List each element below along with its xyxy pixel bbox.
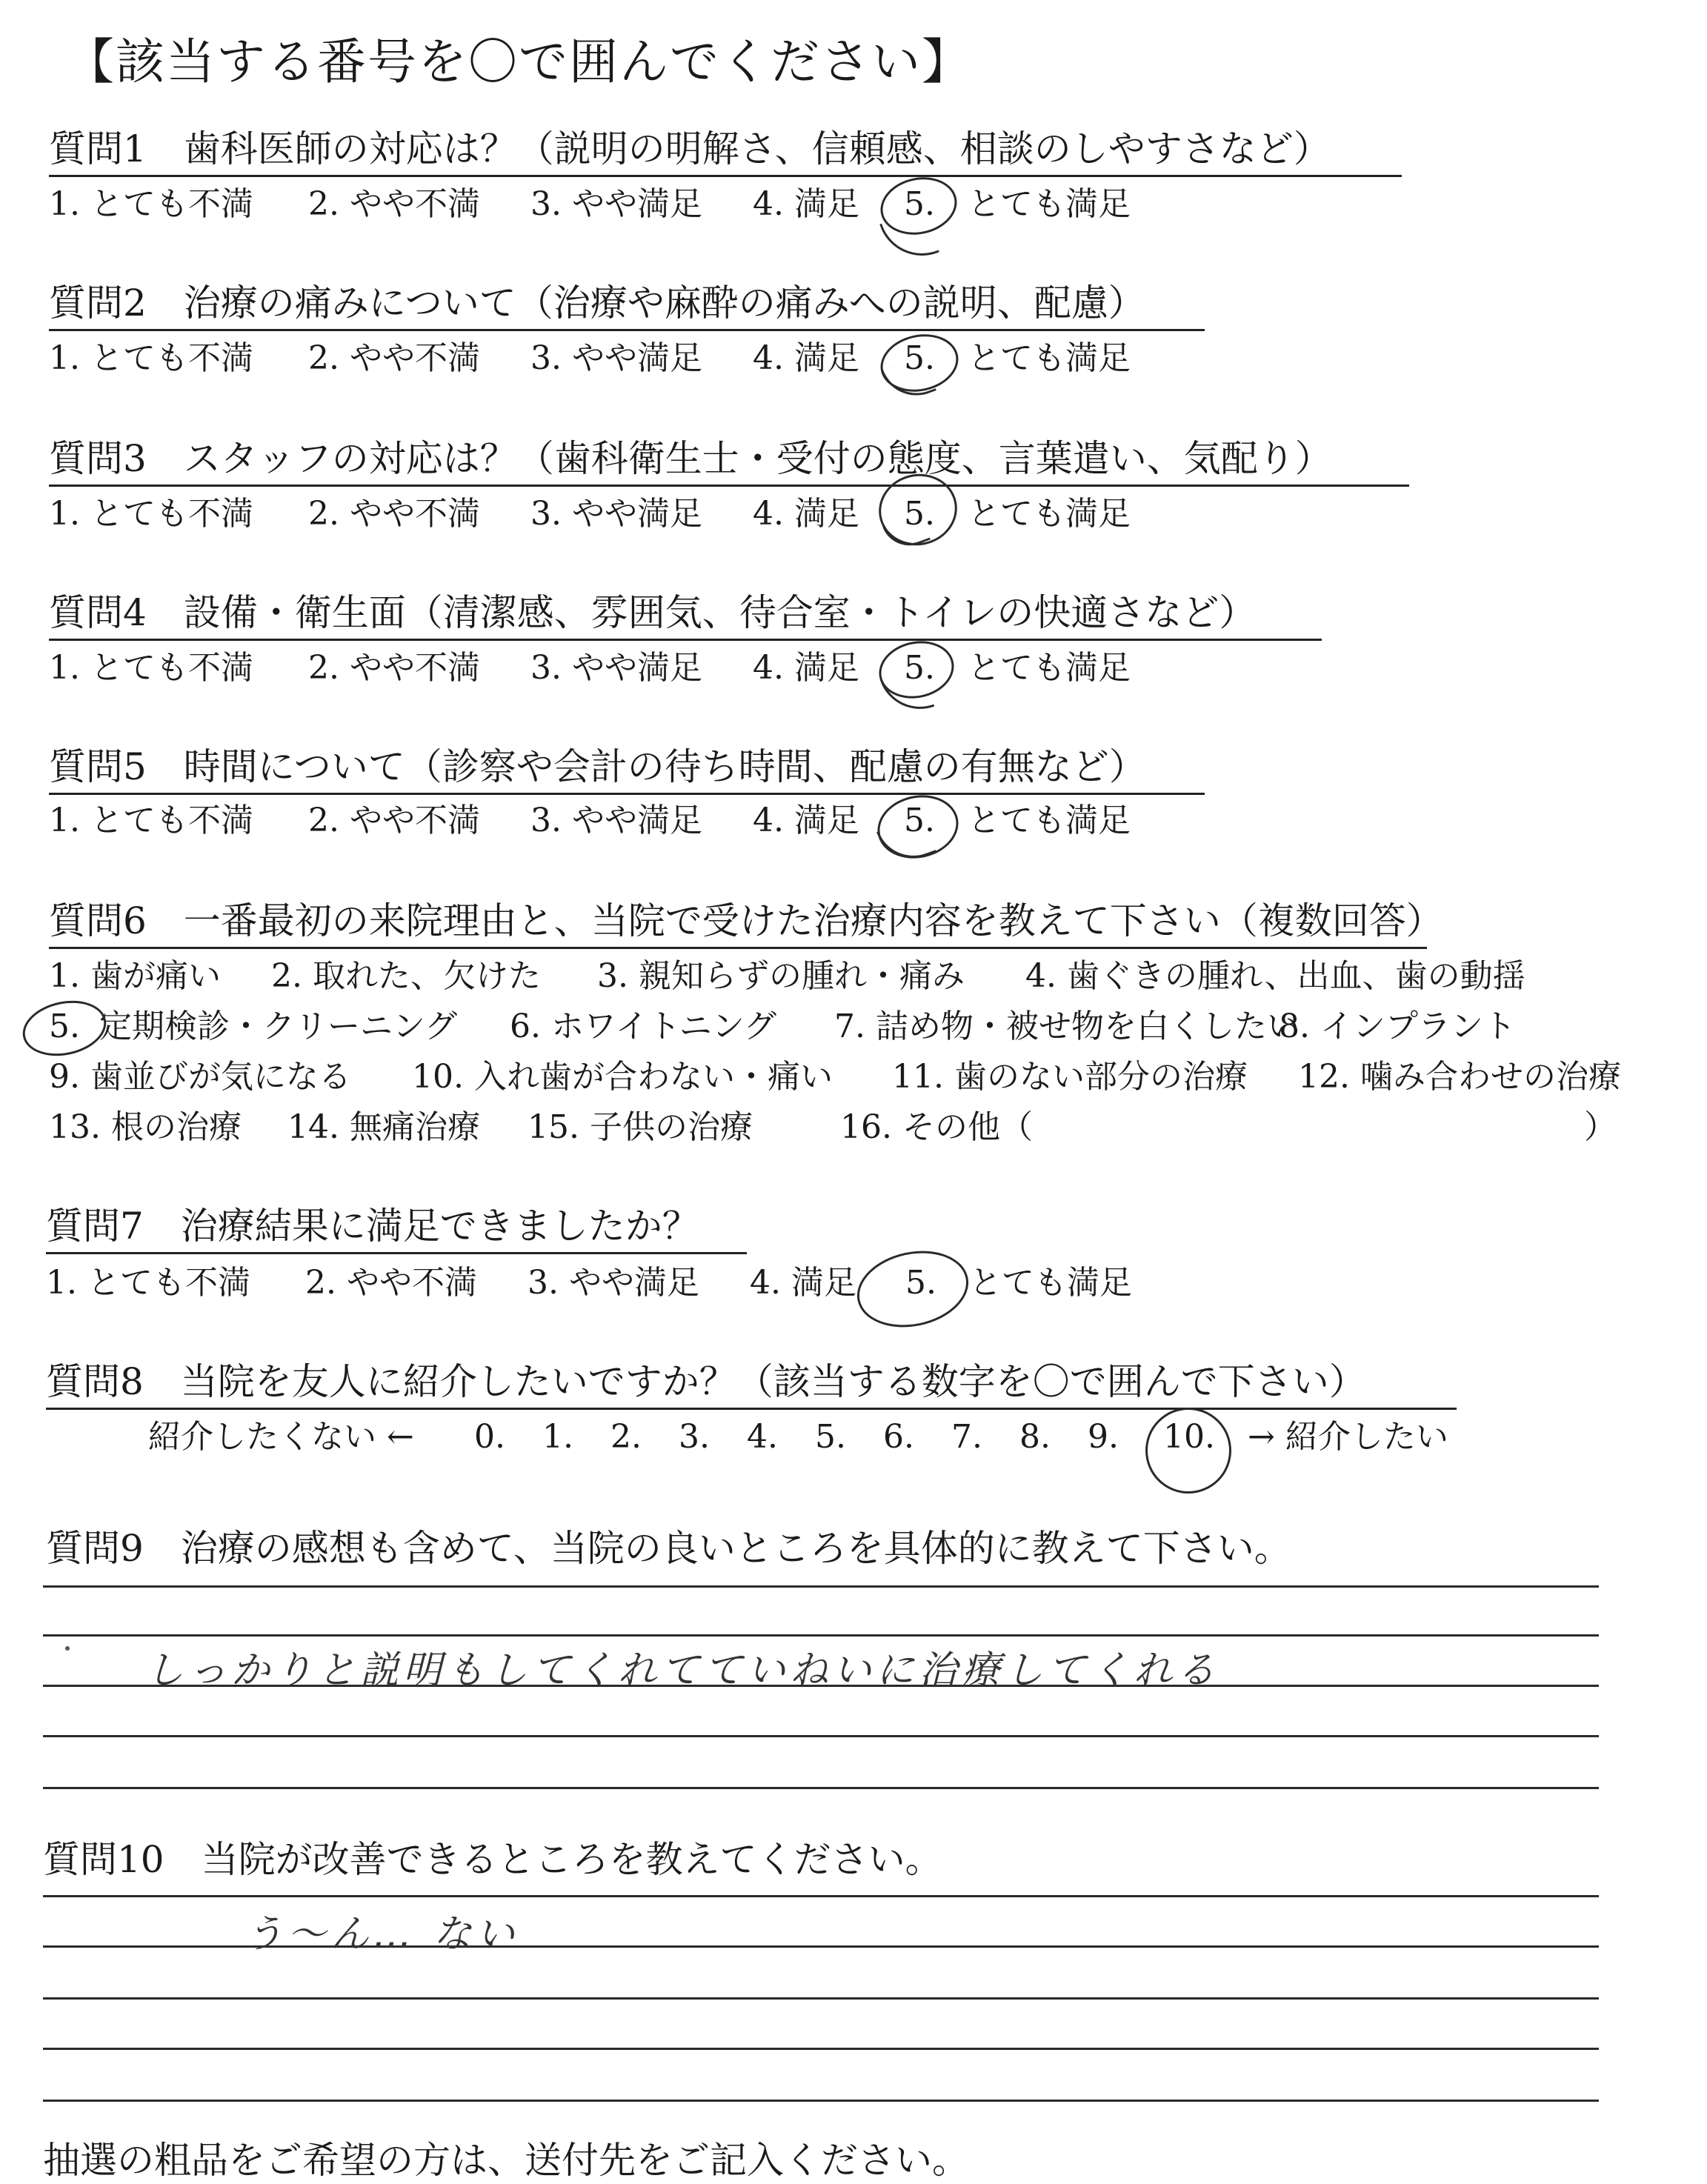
question-8-scale[interactable] bbox=[148, 1418, 1482, 1462]
question-3-title: 質問3 スタッフの対応は？（歯科衛生士・受付の態度、言葉遣い、気配り） bbox=[49, 436, 1409, 487]
q8-option-4[interactable]: 4. bbox=[747, 1418, 778, 1456]
q7-option-1[interactable]: 1. とても不満 bbox=[46, 1264, 250, 1302]
q6-option-15[interactable]: 15. 子供の治療 bbox=[528, 1108, 753, 1146]
q10-answer-line-5 bbox=[43, 2100, 1599, 2102]
q8-option-5[interactable]: 5. bbox=[815, 1418, 846, 1456]
question-5-title: 質問5 時間について（診察や会計の待ち時間、配慮の有無など） bbox=[49, 744, 1205, 795]
q10-answer-line-3 bbox=[43, 1997, 1599, 2000]
footer-instruction: 抽選の粗品をご希望の方は、送付先をご記入ください。 bbox=[43, 2139, 969, 2182]
q8-option-6[interactable]: 6. bbox=[883, 1418, 914, 1456]
q9-handwritten-answer[interactable]: しっかりと説明もしてくれてていねいに治療してくれる bbox=[145, 1648, 1220, 1693]
q9-answer-line-2 bbox=[43, 1634, 1599, 1637]
q1-option-1[interactable]: 1. とても不満 bbox=[49, 185, 253, 223]
q8-option-0[interactable]: 0. bbox=[474, 1418, 505, 1456]
q8-option-9[interactable]: 9. bbox=[1088, 1418, 1119, 1456]
question-7-title: 質問7 治療結果に満足できましたか？ bbox=[46, 1203, 747, 1254]
q6-option-3[interactable]: 3. 親知らずの腫れ・痛み bbox=[597, 957, 965, 995]
q10-answer-line-1 bbox=[43, 1895, 1599, 1897]
q6-option-6[interactable]: 6. ホワイトニング bbox=[510, 1008, 777, 1045]
q2-option-2[interactable]: 2. やや不満 bbox=[308, 339, 480, 377]
q7-option-4[interactable]: 4. 満足 bbox=[750, 1264, 856, 1302]
q6-option-7[interactable]: 7. 詰め物・被せ物を白くしたい bbox=[834, 1008, 1300, 1045]
q1-option-2[interactable]: 2. やや不満 bbox=[308, 185, 480, 223]
q7-option-5-label: とても満足 bbox=[969, 1264, 1132, 1302]
q1-option-4[interactable]: 4. 満足 bbox=[753, 185, 859, 223]
q10-answer-line-4 bbox=[43, 2048, 1599, 2050]
q10-handwritten-answer[interactable]: う〜ん… ない bbox=[244, 1912, 519, 1957]
q4-option-4[interactable]: 4. 満足 bbox=[753, 649, 859, 687]
q3-option-5[interactable]: 5. bbox=[904, 495, 935, 533]
q6-option-1[interactable]: 1. 歯が痛い bbox=[49, 957, 221, 995]
q4-option-5[interactable]: 5. bbox=[904, 649, 935, 687]
q4-option-2[interactable]: 2. やや不満 bbox=[308, 649, 480, 687]
q6-option-5[interactable]: 5. bbox=[49, 1008, 80, 1045]
q5-option-5[interactable]: 5. bbox=[904, 802, 935, 839]
page-header: 【該当する番号を〇で囲んでください】 bbox=[65, 33, 972, 90]
q6-option-11[interactable]: 11. 歯のない部分の治療 bbox=[892, 1058, 1248, 1096]
q3-option-1[interactable]: 1. とても不満 bbox=[49, 495, 253, 533]
q8-option-3[interactable]: 3. bbox=[679, 1418, 710, 1456]
q6-option-4[interactable]: 4. 歯ぐきの腫れ、出血、歯の動揺 bbox=[1025, 957, 1525, 995]
q1-option-3[interactable]: 3. やや満足 bbox=[530, 185, 702, 223]
stray-mark bbox=[65, 1646, 70, 1651]
q6-option-13[interactable]: 13. 根の治療 bbox=[49, 1108, 242, 1146]
q8-option-1[interactable]: 1. bbox=[542, 1418, 573, 1456]
q5-option-3[interactable]: 3. やや満足 bbox=[530, 802, 702, 839]
q6-option-2[interactable]: 2. 取れた、欠けた bbox=[271, 957, 541, 995]
q3-option-5-label: とても満足 bbox=[968, 495, 1131, 533]
q5-option-1[interactable]: 1. とても不満 bbox=[49, 802, 253, 839]
q8-option-2[interactable]: 2. bbox=[610, 1418, 642, 1456]
q3-option-3[interactable]: 3. やや満足 bbox=[530, 495, 702, 533]
q5-option-5-label: とても満足 bbox=[968, 802, 1131, 839]
q2-option-3[interactable]: 3. やや満足 bbox=[530, 339, 702, 377]
q6-option-16[interactable]: 16. その他（ bbox=[840, 1108, 1033, 1146]
question-8-title: 質問8 当院を友人に紹介したいですか？（該当する数字を〇で囲んで下さい） bbox=[46, 1359, 1457, 1410]
q8-option-10[interactable]: 10. bbox=[1163, 1418, 1215, 1456]
q1-option-5[interactable]: 5. bbox=[904, 185, 935, 223]
q4-option-1[interactable]: 1. とても不満 bbox=[49, 649, 253, 687]
q7-option-3[interactable]: 3. やや満足 bbox=[528, 1264, 699, 1302]
q2-option-4[interactable]: 4. 満足 bbox=[753, 339, 859, 377]
question-6-title: 質問6 一番最初の来院理由と、当院で受けた治療内容を教えて下さい（複数回答） bbox=[49, 898, 1427, 949]
question-4-title: 質問4 設備・衛生面（清潔感、雰囲気、待合室・トイレの快適さなど） bbox=[49, 590, 1322, 641]
q6-option-8[interactable]: 8. インプラント bbox=[1279, 1008, 1516, 1045]
question-6-options[interactable] bbox=[49, 957, 1664, 1165]
q7-option-5[interactable]: 5. bbox=[905, 1264, 936, 1302]
q8-selection-circle bbox=[1137, 1399, 1240, 1502]
q6-option-9[interactable]: 9. 歯並びが気になる bbox=[49, 1058, 351, 1096]
q8-option-8[interactable]: 8. bbox=[1019, 1418, 1051, 1456]
q9-answer-line-5 bbox=[43, 1787, 1599, 1789]
q9-answer-line-1 bbox=[43, 1585, 1599, 1588]
q5-option-2[interactable]: 2. やや不満 bbox=[308, 802, 480, 839]
q2-option-5-label: とても満足 bbox=[968, 339, 1131, 377]
question-9-title: 質問9 治療の感想も含めて、当院の良いところを具体的に教えて下さい。 bbox=[46, 1527, 1291, 1570]
q2-option-1[interactable]: 1. とても不満 bbox=[49, 339, 253, 377]
q3-option-4[interactable]: 4. 満足 bbox=[753, 495, 859, 533]
q6-option-10[interactable]: 10. 入れ歯が合わない・痛い bbox=[412, 1058, 833, 1096]
q2-option-5[interactable]: 5. bbox=[904, 339, 935, 377]
question-10-title: 質問10 当院が改善できるところを教えてください。 bbox=[43, 1838, 942, 1881]
q6-option-16-close: ） bbox=[1584, 1108, 1617, 1146]
q8-high-label: → 紹介したい bbox=[1248, 1418, 1448, 1456]
q6-option-5-label: 定期検診・クリーニング bbox=[99, 1008, 458, 1045]
q6-option-14[interactable]: 14. 無痛治療 bbox=[287, 1108, 480, 1146]
q4-option-5-label: とても満足 bbox=[968, 649, 1131, 687]
q1-option-5-label: とても満足 bbox=[968, 185, 1131, 223]
q8-low-label: 紹介したくない ← bbox=[148, 1418, 414, 1456]
q8-option-7[interactable]: 7. bbox=[951, 1418, 982, 1456]
question-1-title: 質問1 歯科医師の対応は？（説明の明解さ、信頼感、相談のしやすさなど） bbox=[49, 126, 1402, 177]
q7-selection-circle bbox=[850, 1241, 975, 1336]
q6-option-12[interactable]: 12. 噛み合わせの治療 bbox=[1298, 1058, 1621, 1096]
q5-option-4[interactable]: 4. 満足 bbox=[753, 802, 859, 839]
q9-answer-line-4 bbox=[43, 1735, 1599, 1737]
q4-option-3[interactable]: 3. やや満足 bbox=[530, 649, 702, 687]
q7-option-2[interactable]: 2. やや不満 bbox=[305, 1264, 477, 1302]
question-2-title: 質問2 治療の痛みについて（治療や麻酔の痛みへの説明、配慮） bbox=[49, 280, 1205, 331]
q3-option-2[interactable]: 2. やや不満 bbox=[308, 495, 480, 533]
